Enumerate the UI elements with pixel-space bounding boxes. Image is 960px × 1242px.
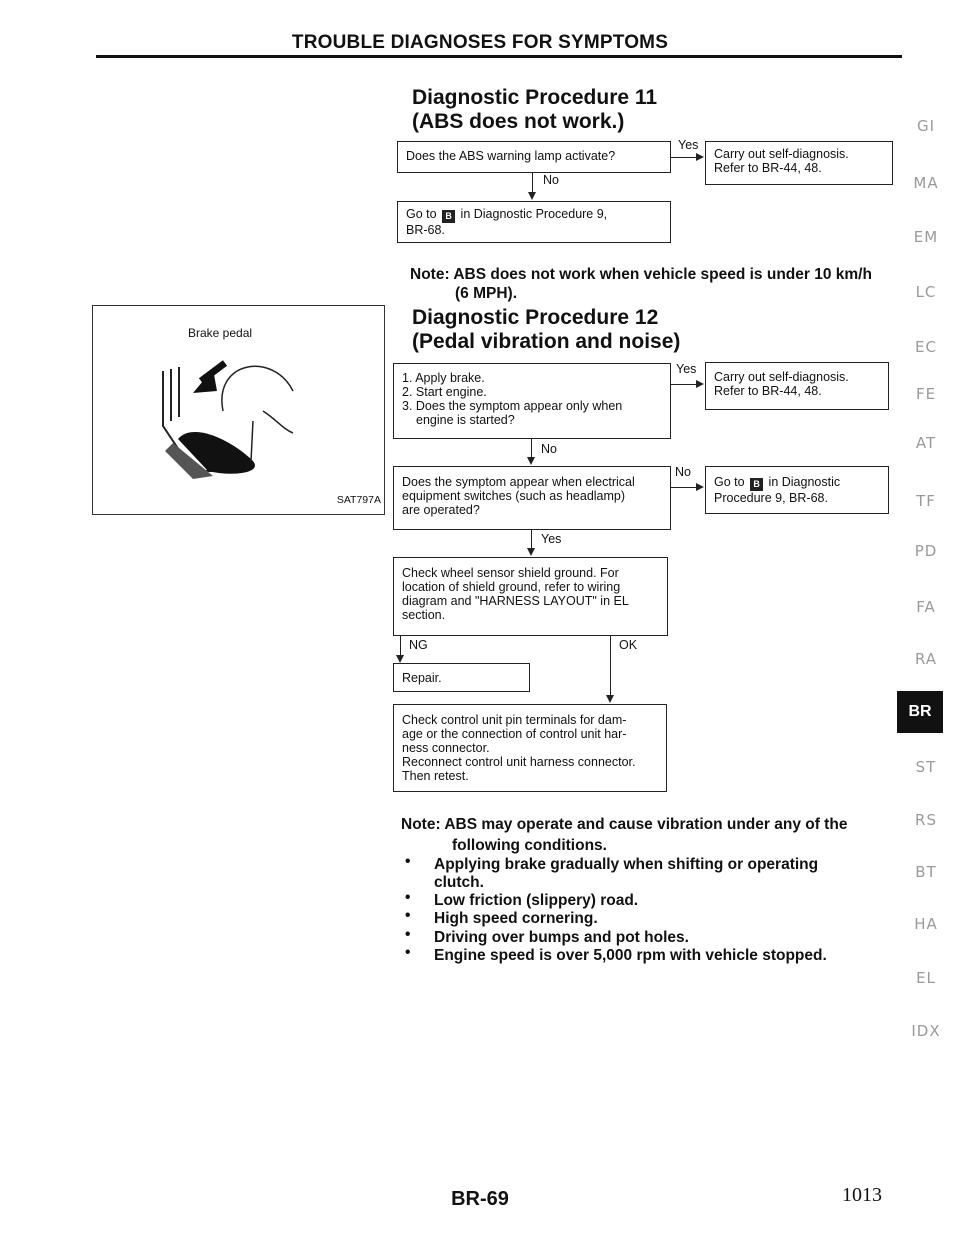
note2-bullet5: Engine speed is over 5,000 rpm with vehicle stopped. [434,947,827,964]
proc12-q2-no-label: No [675,465,691,479]
proc12-q1-no-line [531,439,532,458]
header-rule [96,55,902,58]
page-title: TROUBLE DIAGNOSES FOR SYMPTOMS [291,32,669,53]
proc12-q2-yes-line [531,530,532,549]
arrow-down-icon [606,695,614,703]
proc11-no-line2: BR-68. [406,223,445,237]
proc11-no-post: in Diagnostic Procedure 9, [460,207,608,221]
section-tab-br-active[interactable]: BR [897,691,943,733]
proc12-q1-box [393,363,671,439]
section-tab-bt[interactable]: BT [915,863,937,881]
proc12-q2-no-pre: Go to [714,475,745,489]
proc12-q1-yes-box [705,362,889,410]
proc12-ok-line [610,636,611,696]
section-tab-lc[interactable]: LC [915,283,937,301]
proc12-q1-line2: 2. Start engine. [402,385,487,399]
section-tab-at[interactable]: AT [915,434,937,452]
note2-line2: following conditions. [452,837,607,854]
note2-bullet1-line2: clutch. [434,874,484,891]
section-tab-ma[interactable]: MA [913,174,939,192]
proc12-check2-line5: Then retest. [402,769,469,783]
proc11-title-1: Diagnostic Procedure 11 [412,86,658,109]
proc12-q2-no-box [705,466,889,514]
arrow-down-icon [396,655,404,663]
ref-b-icon: B [442,210,455,223]
proc12-q2-no-post: in Diagnostic [768,475,841,489]
section-tab-st[interactable]: ST [915,758,937,776]
proc12-check1-line4: section. [402,608,446,622]
proc11-yes-line [671,157,696,158]
section-tab-ec[interactable]: EC [915,338,937,356]
proc12-q1-yes-line [671,384,696,385]
brake-pedal-figure [92,305,385,515]
proc12-q1-line4: engine is started? [416,413,515,427]
section-tab-fa[interactable]: FA [916,598,936,616]
proc12-check2-line3: ness connector. [402,741,490,755]
proc12-ng-label: NG [409,638,428,652]
proc11-no-box [397,201,671,243]
arrow-right-icon [696,483,704,491]
section-tab-ra[interactable]: RA [914,650,938,668]
section-tab-rs[interactable]: RS [915,811,937,829]
proc11-question: Does the ABS warning lamp activate? [406,149,616,163]
proc12-q2-no-line [671,487,696,488]
proc12-ng-line [400,636,401,656]
proc12-q2-line3: are operated? [402,503,480,517]
note2-bullet3: High speed cornering. [434,910,598,927]
proc12-ok-label: OK [619,638,638,652]
proc12-check2-box [393,704,667,792]
bullet-icon: • [405,889,411,906]
note1-line1: Note: ABS does not work when vehicle speed is under 10 km/h [410,266,872,283]
note2-bullet4: Driving over bumps and pot holes. [434,929,689,946]
figure-code: SAT797A [336,494,381,506]
proc12-check2-line2: age or the connection of control unit har- [402,727,627,741]
section-tab-el[interactable]: EL [916,969,936,987]
note2-bullet2: Low friction (slippery) road. [434,892,639,909]
proc12-q1-yes-label: Yes [676,362,697,376]
proc11-no-line [532,173,533,193]
proc12-q1-line1: 1. Apply brake. [402,371,485,385]
ref-b-icon: B [750,478,763,491]
proc12-repair-box [393,663,530,692]
proc11-no-pre: Go to [406,207,437,221]
arrow-down-icon [527,457,535,465]
section-tab-em[interactable]: EM [913,228,939,246]
brake-pedal-illustration [153,351,313,481]
sheet-number: 1013 [842,1184,882,1206]
proc12-check1-line3: diagram and "HARNESS LAYOUT" in EL [402,594,629,608]
proc12-q1-line3: 3. Does the symptom appear only when [402,399,623,413]
proc12-q1-no-label: No [541,442,557,456]
bullet-icon: • [405,853,411,870]
proc12-check2-line1: Check control unit pin terminals for dam- [402,713,627,727]
section-tab-idx[interactable]: IDX [911,1022,941,1040]
proc12-q1-yes-line1: Carry out self-diagnosis. [714,370,849,384]
bullet-icon: • [405,907,411,924]
bullet-icon: • [405,926,411,943]
figure-caption: Brake pedal [188,326,253,340]
section-tab-gi[interactable]: GI [916,117,936,135]
note2-line1: Note: ABS may operate and cause vibration under any of the [401,816,848,833]
proc12-title-1: Diagnostic Procedure 12 [412,306,659,329]
proc12-check2-line4: Reconnect control unit harness connector. [402,755,636,769]
note1-line2: (6 MPH). [455,285,517,302]
proc12-q1-yes-line2: Refer to BR-44, 48. [714,384,822,398]
arrow-right-icon [696,380,704,388]
proc11-question-box [397,141,671,173]
proc12-q2-box [393,466,671,530]
proc11-no-label: No [543,173,559,187]
proc12-title-2: (Pedal vibration and noise) [412,330,681,353]
proc12-q2-line2: equipment switches (such as headlamp) [402,489,626,503]
section-tab-tf[interactable]: TF [916,492,936,510]
proc12-repair: Repair. [402,671,442,685]
proc11-title-2: (ABS does not work.) [412,110,625,133]
arrow-right-icon [696,153,704,161]
proc11-yes-line2: Refer to BR-44, 48. [714,161,822,175]
proc12-q2-no-line2: Procedure 9, BR-68. [714,491,828,505]
proc11-yes-line1: Carry out self-diagnosis. [714,147,849,161]
arrow-down-icon [528,192,536,200]
proc12-check1-box [393,557,668,636]
proc11-yes-label: Yes [678,138,699,152]
section-tab-fe[interactable]: FE [915,385,937,403]
proc12-check1-line1: Check wheel sensor shield ground. For [402,566,619,580]
proc12-q2-line1: Does the symptom appear when electrical [402,475,635,489]
page-number: BR-69 [451,1188,509,1210]
bullet-icon: • [405,944,411,961]
note2-bullet1-line1: Applying brake gradually when shifting or operating [434,856,819,873]
section-tab-pd[interactable]: PD [914,542,938,560]
section-tab-ha[interactable]: HA [914,915,938,933]
proc12-q2-yes-label: Yes [541,532,562,546]
proc12-check1-line2: location of shield ground, refer to wiring [402,580,621,594]
proc11-yes-box [705,141,893,185]
arrow-down-icon [527,548,535,556]
